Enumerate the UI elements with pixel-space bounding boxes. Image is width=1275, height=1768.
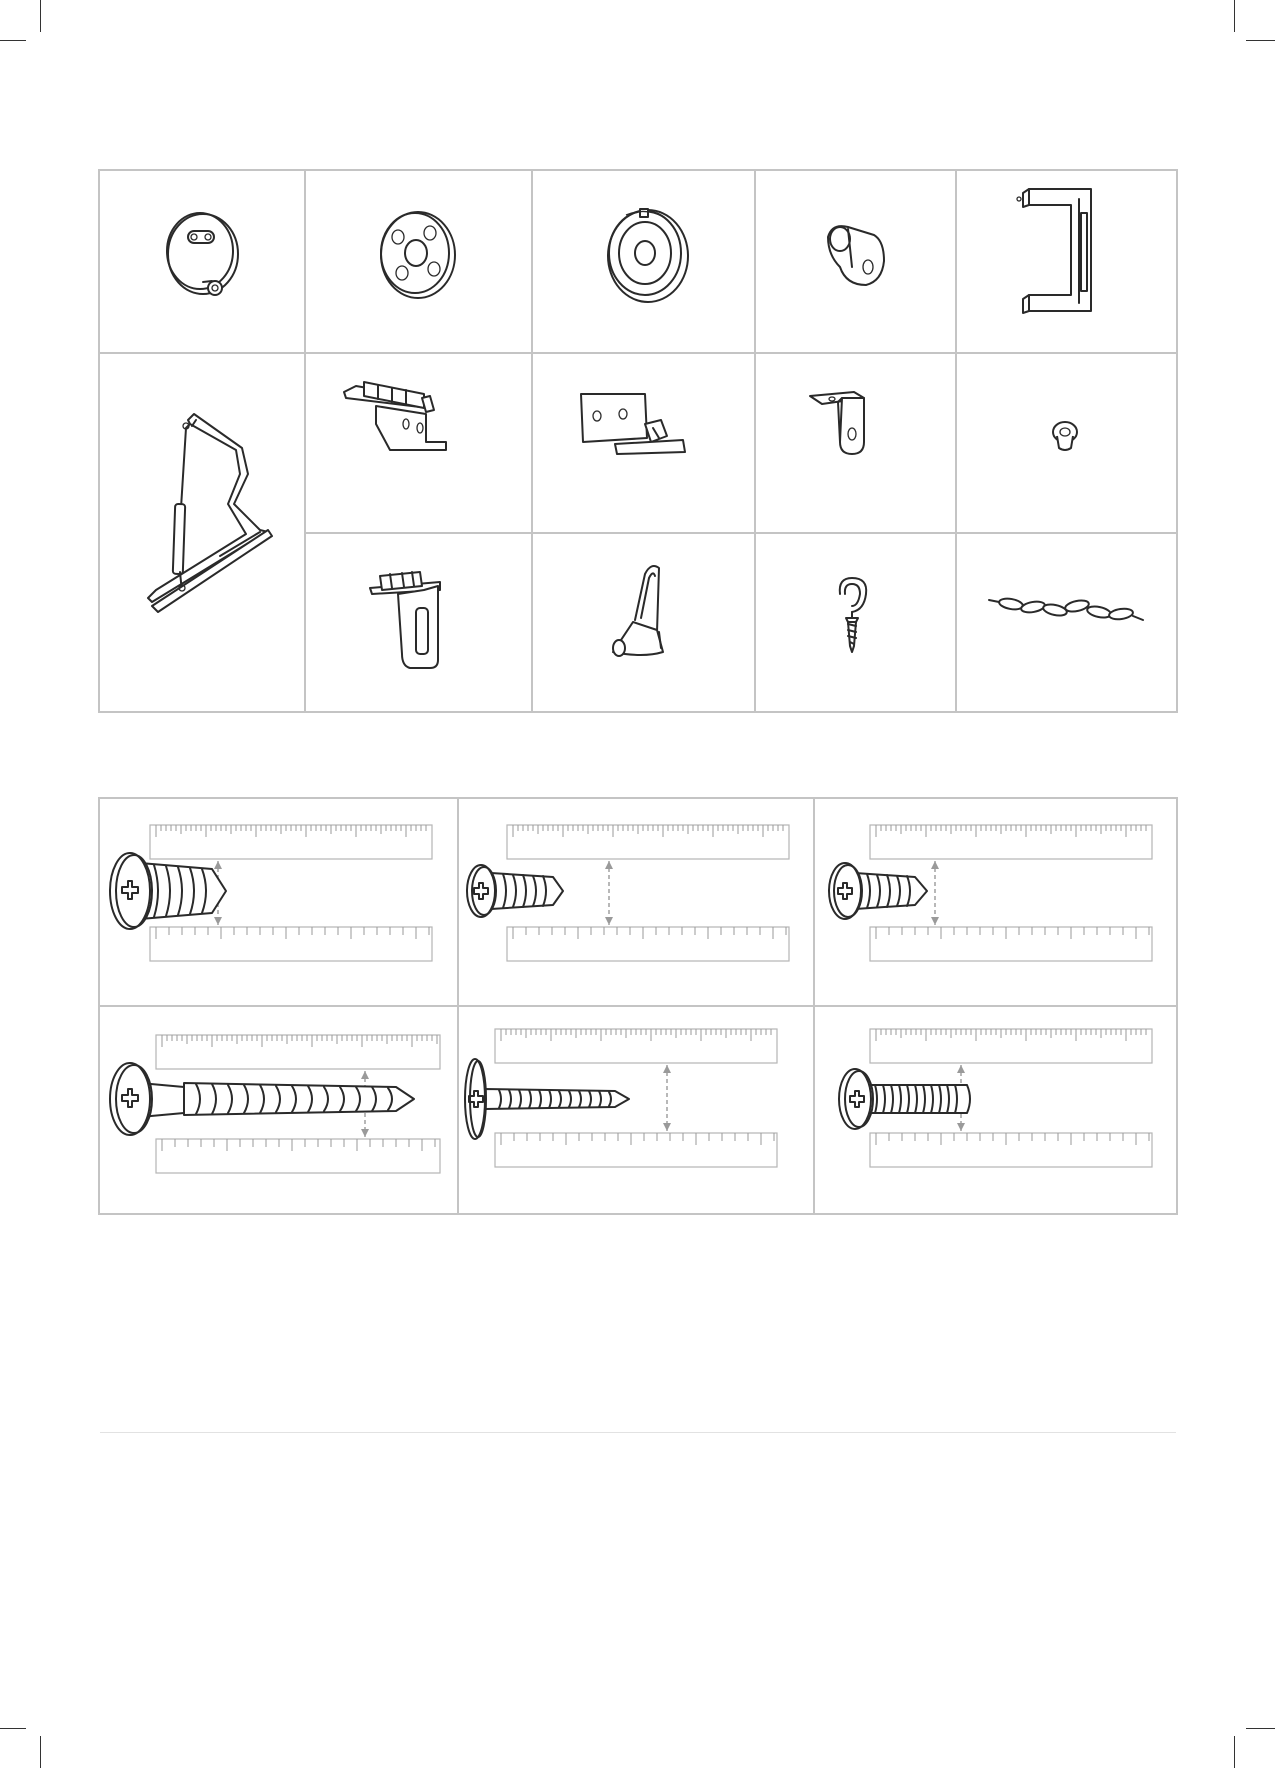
wafer-head-screw-icon xyxy=(459,1007,813,1213)
screws-cell-6 xyxy=(815,1007,1176,1213)
parts-cell-3 xyxy=(533,171,754,352)
grommet-icon xyxy=(957,354,1176,532)
parts-cell-10 xyxy=(957,354,1176,532)
crop-mark-tr-v xyxy=(1234,0,1235,32)
short-screw-icon xyxy=(459,799,813,1005)
chain-icon xyxy=(957,534,1176,711)
knob-clip-icon xyxy=(756,171,955,352)
parts-cell-11 xyxy=(306,534,531,711)
crop-mark-bl-h xyxy=(0,1728,26,1729)
parts-cell-13 xyxy=(756,534,955,711)
screw-hook-icon xyxy=(756,534,955,711)
angle-bracket-icon xyxy=(756,354,955,532)
c-profile-bracket-icon xyxy=(957,171,1176,352)
parts-cell-6 xyxy=(100,354,304,711)
footer-rule xyxy=(100,1432,1176,1433)
spring-disc-icon xyxy=(533,171,754,352)
short-pan-screw-icon xyxy=(815,799,1176,1005)
crop-mark-tr-h xyxy=(1246,40,1275,41)
flat-hinge-plate-icon xyxy=(533,354,754,532)
crop-mark-bl-v xyxy=(40,1736,41,1768)
parts-cell-8 xyxy=(533,354,754,532)
round-pulley-cap-icon xyxy=(100,171,304,352)
clip-hinge-bracket-icon xyxy=(306,534,531,711)
hinge-icon xyxy=(306,354,531,532)
parts-cell-4 xyxy=(756,171,955,352)
parts-cell-7 xyxy=(306,354,531,532)
parts-cell-14 xyxy=(957,534,1176,711)
gas-strut-bracket-icon xyxy=(100,354,304,711)
screws-table xyxy=(98,797,1178,1215)
crop-mark-tl-v xyxy=(40,0,41,32)
parts-cell-2 xyxy=(306,171,531,352)
crop-mark-tl-h xyxy=(0,40,26,41)
wide-thread-screw-icon xyxy=(100,799,457,1005)
screws-cell-2 xyxy=(459,799,813,1005)
parts-cell-1 xyxy=(100,171,304,352)
four-hole-disc-icon xyxy=(306,171,531,352)
parts-cell-9 xyxy=(756,354,955,532)
screws-cell-4 xyxy=(100,1007,457,1213)
machine-screw-icon xyxy=(815,1007,1176,1213)
parts-cell-12 xyxy=(533,534,754,711)
screws-cell-3 xyxy=(815,799,1176,1005)
long-wood-screw-icon xyxy=(100,1007,457,1213)
crop-mark-br-h xyxy=(1246,1728,1275,1729)
screws-cell-5 xyxy=(459,1007,813,1213)
parts-table xyxy=(98,169,1178,713)
crop-mark-br-v xyxy=(1234,1736,1235,1768)
screws-cell-1 xyxy=(100,799,457,1005)
snap-hook-icon xyxy=(533,534,754,711)
parts-cell-5 xyxy=(957,171,1176,352)
